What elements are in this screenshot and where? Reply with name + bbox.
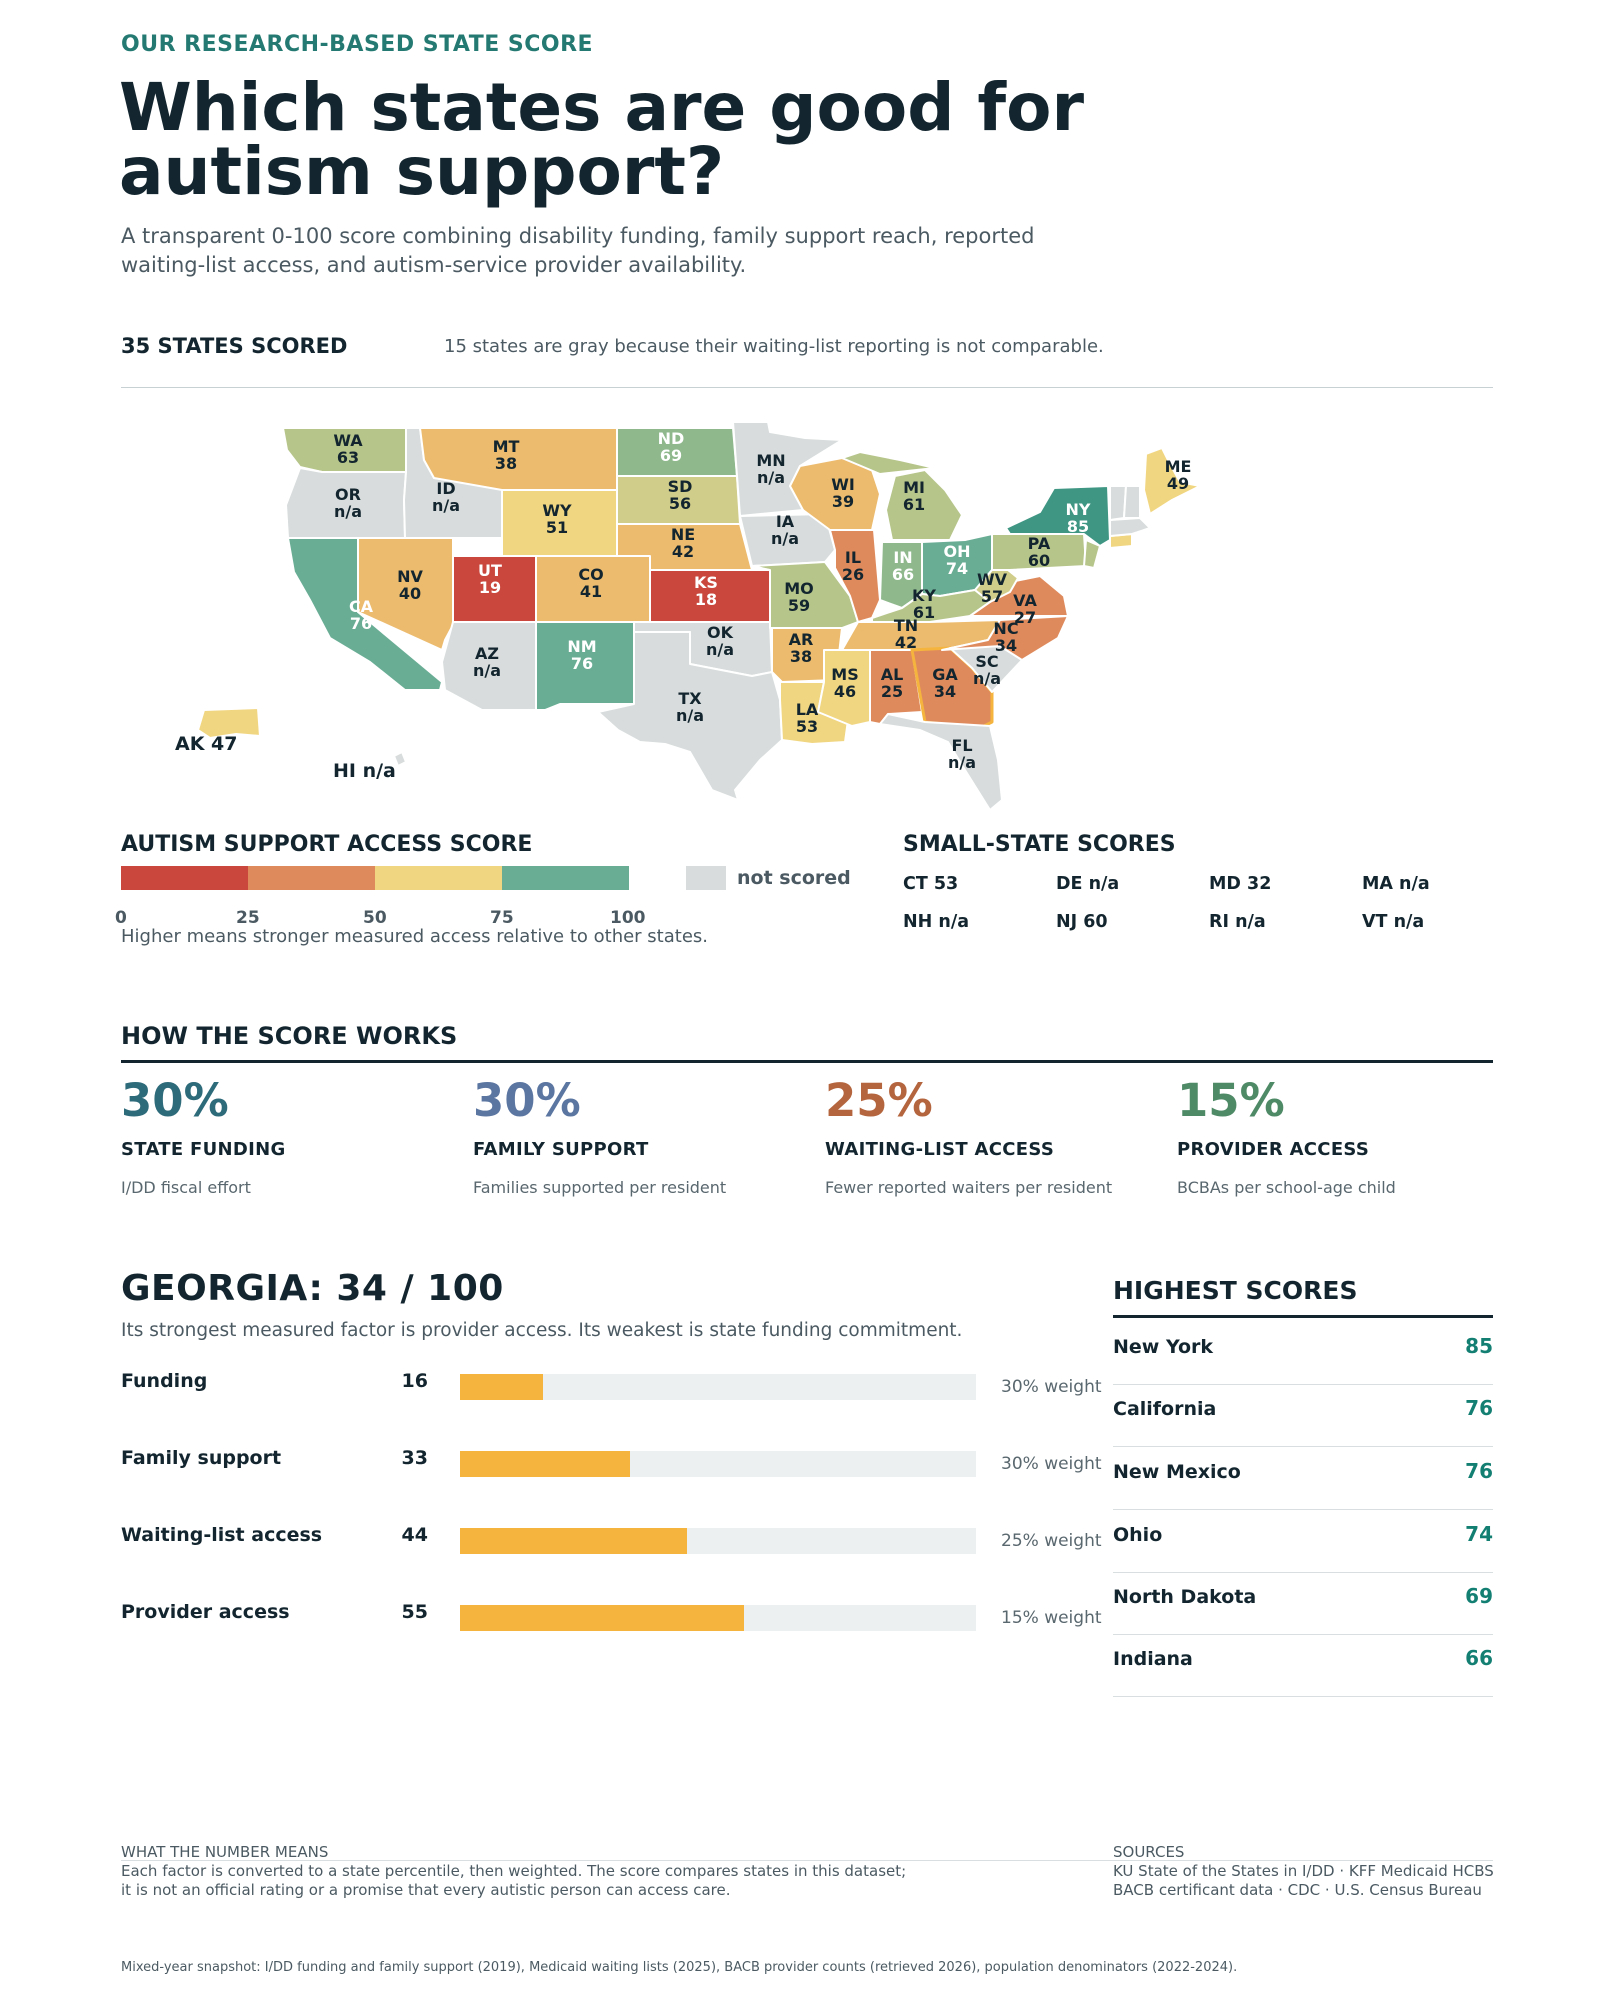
state-NH[interactable]: [1124, 486, 1140, 518]
how-title: HOW THE SCORE WORKS: [121, 1022, 458, 1050]
state-label-nd: ND 69: [657, 429, 685, 465]
sources-line-1: KU State of the States in I/DD · KFF Medicaid HCBS: [1113, 1862, 1494, 1880]
small-state-ct: CT 53: [903, 874, 959, 894]
scale-swatch-25-50: [248, 866, 375, 890]
state-label-mi: MI 61: [902, 478, 926, 514]
highest-row-name: New York: [1113, 1336, 1214, 1358]
state-label-ks: KS 18: [694, 573, 718, 609]
state-label-sd: SD 56: [667, 477, 693, 513]
state-label-ok: OK n/a: [705, 623, 735, 659]
factor-bar-track: [460, 1605, 976, 1631]
scale-swatch-50-75: [375, 866, 502, 890]
state-NJ[interactable]: [1084, 540, 1100, 568]
highest-row: [1113, 1572, 1493, 1635]
factor-provider-name: PROVIDER ACCESS: [1177, 1139, 1370, 1160]
factor-bar-weight: 25% weight: [1001, 1531, 1102, 1551]
state-label-la: LA 53: [795, 700, 819, 736]
factor-bar-fill: [460, 1374, 543, 1400]
state-label-ne: NE 42: [670, 525, 696, 561]
meaning-title: WHAT THE NUMBER MEANS: [121, 1843, 329, 1861]
divider: [121, 387, 1493, 388]
state-label-sc: SC n/a: [972, 652, 1002, 688]
small-state-md: MD 32: [1209, 874, 1272, 894]
state-label-ky: KY 61: [912, 586, 936, 622]
factor-provider-desc: BCBAs per school-age child: [1177, 1178, 1396, 1197]
state-label-co: CO 41: [578, 565, 604, 601]
state-label-wy: WY 51: [542, 501, 572, 537]
states-scored-count: 35 STATES SCORED: [121, 334, 348, 358]
small-state-ma: MA n/a: [1362, 874, 1430, 894]
state-label-ms: MS 46: [831, 665, 859, 701]
factor-bar-label: Waiting-list access: [121, 1524, 323, 1546]
factor-funding-name: STATE FUNDING: [121, 1139, 286, 1160]
highest-row-score: 76: [1465, 1396, 1493, 1420]
state-label-wa: WA 63: [333, 431, 363, 467]
snapshot-note: Mixed-year snapshot: I/DD funding and family support (2019), Medicaid waiting lists (2025), BACB provider counts (retrieved 2026), population denominators (2022-2024).: [121, 1960, 1238, 1975]
state-label-nc: NC 34: [993, 619, 1019, 655]
factor-funding-desc: I/DD fiscal effort: [121, 1178, 251, 1197]
state-label-oh: OH 74: [943, 542, 971, 578]
small-state-ri: RI n/a: [1209, 912, 1266, 932]
state-label-in: IN 66: [891, 548, 915, 584]
factor-bar-value: 55: [401, 1601, 428, 1623]
gray-states-note: 15 states are gray because their waiting-list reporting is not comparable.: [444, 336, 1104, 357]
state-label-nm: NM 76: [567, 637, 597, 673]
highest-row-score: 85: [1465, 1334, 1493, 1358]
factor-bar-label: Funding: [121, 1370, 208, 1392]
factor-bar-weight: 15% weight: [1001, 1608, 1102, 1628]
legend-note: Higher means stronger measured access relative to other states.: [121, 926, 709, 947]
state-label-wv: WV 57: [976, 570, 1008, 606]
page-subtitle: A transparent 0-100 score combining disability funding, family support reach, reported waiting-list access, and autism-service provider availability.: [121, 224, 1035, 277]
state-label-ny: NY 85: [1065, 500, 1091, 536]
state-label-pa: PA 60: [1027, 534, 1051, 570]
georgia-desc: Its strongest measured factor is provider access. Its weakest is state funding commitment.: [121, 1320, 963, 1341]
page-title: Which states are good for autism support?: [119, 69, 1085, 210]
highest-row-score: 76: [1465, 1459, 1493, 1483]
state-label-ar: AR 38: [788, 630, 814, 666]
state-label-mo: MO 59: [784, 579, 814, 615]
factor-provider-pct: 15%: [1177, 1074, 1285, 1127]
small-state-nh: NH n/a: [903, 912, 970, 932]
factor-family-desc: Families supported per resident: [473, 1178, 727, 1197]
highest-row: [1113, 1322, 1493, 1385]
state-label-nv: NV 40: [397, 567, 423, 603]
factor-bar-weight: 30% weight: [1001, 1454, 1102, 1474]
highest-row: [1113, 1510, 1493, 1573]
highest-row-name: North Dakota: [1113, 1586, 1257, 1608]
small-state-vt: VT n/a: [1362, 912, 1425, 932]
state-label-mn: MN n/a: [756, 451, 786, 487]
factor-family-pct: 30%: [473, 1074, 581, 1127]
georgia-title: GEORGIA: 34 / 100: [121, 1268, 504, 1309]
state-label-va: VA 27: [1013, 591, 1037, 627]
factor-bar-label: Provider access: [121, 1601, 290, 1623]
scale-swatch-75-100: [502, 866, 629, 890]
state-label-ak: AK 47: [175, 733, 238, 755]
how-rule: [121, 1060, 1493, 1063]
not-scored-swatch: [686, 866, 726, 890]
highest-rule: [1113, 1315, 1493, 1318]
factor-bar-track: [460, 1451, 976, 1477]
state-label-ca: CA 76: [348, 597, 374, 633]
factor-bar-weight: 30% weight: [1001, 1377, 1102, 1397]
highest-row-score: 66: [1465, 1646, 1493, 1670]
scale-tick-75: 75: [490, 908, 514, 928]
highest-row: [1113, 1384, 1493, 1447]
not-scored-label: not scored: [737, 867, 851, 889]
factor-bar-track: [460, 1528, 976, 1554]
state-label-il: IL 26: [841, 548, 865, 584]
sources-line-2: BACB certificant data · CDC · U.S. Census Bureau: [1113, 1881, 1482, 1899]
state-label-id: ID n/a: [431, 479, 461, 515]
state-label-ut: UT 19: [478, 561, 502, 597]
us-state-map: [160, 400, 1260, 820]
state-label-wi: WI 39: [831, 475, 855, 511]
factor-bar-fill: [460, 1605, 744, 1631]
highest-row-name: Ohio: [1113, 1524, 1163, 1546]
state-label-tn: TN 42: [893, 616, 919, 652]
factor-bar-value: 16: [401, 1370, 428, 1392]
factor-bar-fill: [460, 1528, 687, 1554]
factor-bar-label: Family support: [121, 1447, 282, 1469]
state-label-al: AL 25: [880, 665, 904, 701]
highest-row: [1113, 1634, 1493, 1697]
state-MA[interactable]: [1110, 518, 1150, 536]
factor-waiting-pct: 25%: [825, 1074, 933, 1127]
state-label-hi: HI n/a: [333, 760, 396, 782]
factor-family-name: FAMILY SUPPORT: [473, 1139, 649, 1160]
highest-row-name: California: [1113, 1398, 1217, 1420]
state-label-me: ME 49: [1164, 457, 1192, 493]
state-label-az: AZ n/a: [472, 644, 502, 680]
highest-row-score: 69: [1465, 1584, 1493, 1608]
factor-bar-fill: [460, 1451, 630, 1477]
state-label-tx: TX n/a: [675, 689, 705, 725]
color-scale: [121, 866, 629, 890]
state-FL[interactable]: [880, 714, 1002, 810]
scale-tick-0: 0: [115, 908, 127, 928]
factor-bar-track: [460, 1374, 976, 1400]
eyebrow: OUR RESEARCH-BASED STATE SCORE: [121, 32, 594, 57]
legend-title: AUTISM SUPPORT ACCESS SCORE: [121, 832, 533, 857]
factor-waiting-name: WAITING-LIST ACCESS: [825, 1139, 1055, 1160]
scale-tick-50: 50: [363, 908, 387, 928]
small-state-nj: NJ 60: [1056, 912, 1108, 932]
highest-row: [1113, 1447, 1493, 1510]
scale-tick-100: 100: [610, 908, 646, 928]
state-label-ia: IA n/a: [770, 512, 800, 548]
meaning-line-2: it is not an official rating or a promise that every autistic person can access care.: [121, 1881, 731, 1899]
factor-funding-pct: 30%: [121, 1074, 229, 1127]
sources-title: SOURCES: [1113, 1843, 1185, 1861]
state-label-fl: FL n/a: [947, 736, 977, 772]
scale-tick-25: 25: [236, 908, 260, 928]
factor-bar-value: 44: [401, 1524, 428, 1546]
factor-bar-value: 33: [401, 1447, 428, 1469]
highest-row-score: 74: [1465, 1522, 1493, 1546]
small-state-de: DE n/a: [1056, 874, 1120, 894]
highest-title: HIGHEST SCORES: [1113, 1276, 1358, 1305]
factor-waiting-desc: Fewer reported waiters per resident: [825, 1178, 1113, 1197]
state-label-or: OR n/a: [333, 485, 363, 521]
highest-row-name: New Mexico: [1113, 1461, 1241, 1483]
meaning-line-1: Each factor is converted to a state percentile, then weighted. The score compares states in this dataset;: [121, 1862, 907, 1880]
state-label-ga: GA 34: [932, 665, 958, 701]
highest-row-name: Indiana: [1113, 1648, 1193, 1670]
scale-swatch-0-25: [121, 866, 248, 890]
state-label-mt: MT 38: [492, 437, 520, 473]
small-states-title: SMALL-STATE SCORES: [903, 832, 1176, 857]
